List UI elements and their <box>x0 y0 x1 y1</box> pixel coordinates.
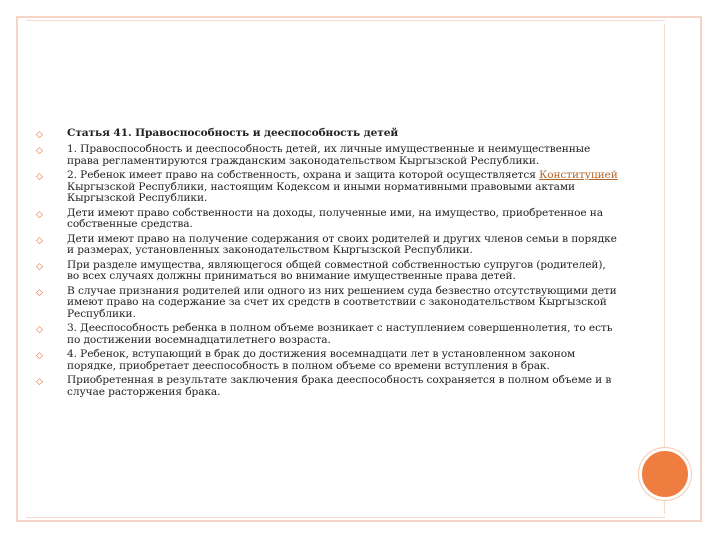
paragraph-text: Дети имеют право собственности на доходы, полученные ими, на имущество, приобретенное на собственные средства. <box>67 206 603 230</box>
list-item <box>36 234 619 257</box>
paragraph-text: 4. Ребенок, вступающий в брак до достижения восемнадцати лет в установленном законом порядке, приобретает дееспособность в полном объеме со времени вступления в брак. <box>67 348 576 372</box>
paragraph-text: В случае признания родителей или одного из них решением суда безвестно отсутствующими дети имеют право на содержание за счет их средств в соответствии с законодательством Кыргызской Республики. <box>67 284 617 320</box>
paragraph-text: 3. Дееспособность ребенка в полном объеме возникает с наступлением совершеннолетия, то есть по достижении восемнадцатилетнего возраста. <box>67 322 613 346</box>
decorative-circle <box>639 448 691 500</box>
list-item <box>36 349 619 372</box>
slide-content <box>36 128 619 401</box>
article-heading: Статья 41. Правоспособность и дееспособность детей <box>67 127 399 139</box>
paragraph-text: Дети имеют право на получение содержания от своих родителей и других членов семьи в порядке и размерах, установленных законодательством Кыргызской Республики. <box>67 232 617 256</box>
hollow-diamond-bullet-icon: ◇ <box>36 377 43 387</box>
hollow-diamond-bullet-icon: ◇ <box>36 235 43 246</box>
list-item <box>36 144 619 167</box>
paragraph-text <box>67 170 619 205</box>
hollow-diamond-bullet-icon: ◇ <box>36 325 43 335</box>
hollow-diamond-bullet-icon: ◇ <box>36 209 43 220</box>
top-rule <box>26 20 665 21</box>
hollow-diamond-bullet-icon: ◇ <box>36 261 43 272</box>
hollow-diamond-bullet-icon: ◇ <box>36 351 43 361</box>
list-item <box>36 170 619 205</box>
paragraph-text: Приобретенная в результате заключения брака дееспособность сохраняется в полном объеме и в случае расторжения брака. <box>67 374 612 398</box>
list-item <box>36 208 619 231</box>
hollow-diamond-bullet-icon: ◇ <box>36 172 43 182</box>
hollow-diamond-bullet-icon: ◇ <box>36 287 43 298</box>
paragraph-text: При разделе имущества, являющегося общей совместной собственностью супругов (родителей), во всех случаях должны приниматься во внимание имущественные права детей. <box>67 258 606 282</box>
right-rule <box>664 24 665 514</box>
list-item <box>36 128 619 141</box>
list-item <box>36 286 619 321</box>
paragraph-text: 1. Правоспособность и дееспособность детей, их личные имущественные и неимущественные права регламентируются гражданским законодательством Кыргызской Республики. <box>67 143 591 167</box>
hollow-diamond-bullet-icon: ◇ <box>36 146 43 156</box>
bottom-rule <box>26 517 665 518</box>
paragraph-text-part: Кыргызской Республики, настоящим Кодексом и иными нормативными правовыми актами Кыргызской Республики. <box>67 180 575 204</box>
list-item <box>36 323 619 346</box>
hollow-diamond-bullet-icon: ◇ <box>36 130 43 140</box>
paragraph-text-part: 2. Ребенок имеет право на собственность, охрана и защита которой осуществляется <box>67 169 540 181</box>
constitution-link[interactable]: Конституцией <box>539 169 618 181</box>
list-item <box>36 260 619 283</box>
list-item <box>36 375 619 398</box>
